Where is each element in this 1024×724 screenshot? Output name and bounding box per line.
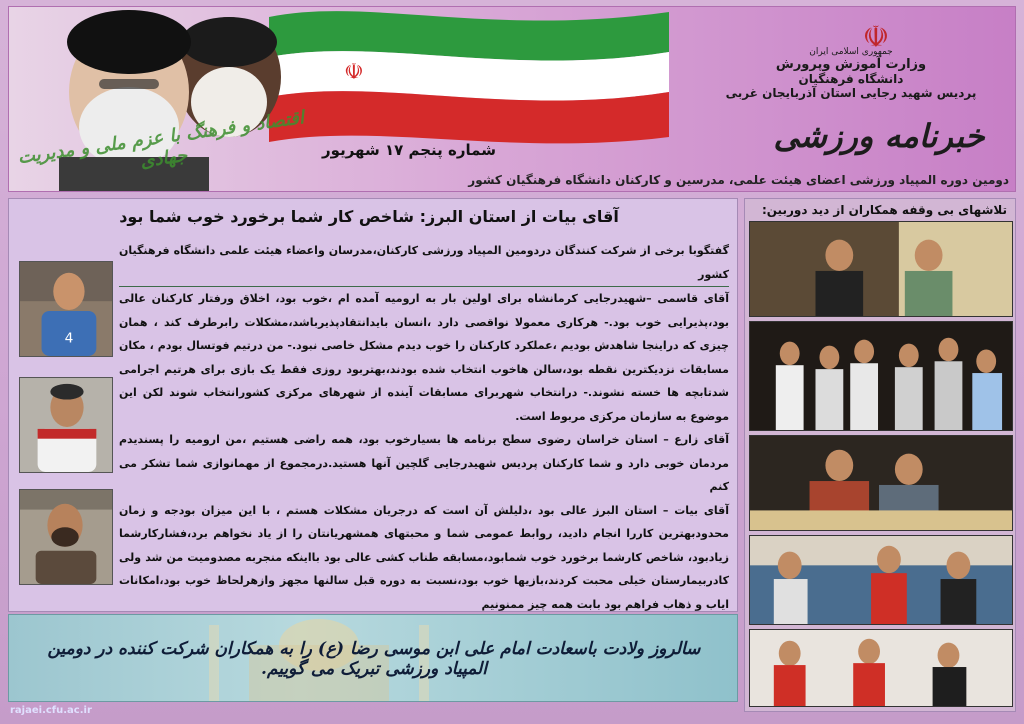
photo-gallery	[744, 198, 1016, 712]
header-subtitle: دومین دوره المپیاد ورزشی اعضای هیئت علمی، مدرسین و کارکنان دانشگاه فرهنگیان کشور	[468, 173, 1009, 187]
gallery-photo-5	[749, 629, 1013, 707]
iran-flag-graphic	[249, 7, 669, 147]
header-institution	[701, 47, 1001, 100]
interviewee-photo-2	[19, 377, 113, 473]
issue-label: شماره پنجم ۱۷ شهریور	[322, 141, 496, 159]
interviewee-photo-3	[19, 489, 113, 585]
republic-label: جمهوری اسلامی ایران	[809, 47, 893, 57]
newsletter-title: خبرنامه ورزشی	[773, 117, 985, 155]
article-body	[119, 239, 729, 616]
ministry-label: وزارت آموزش وپرورش	[775, 57, 927, 72]
gallery-photo-3	[749, 435, 1013, 531]
article-title: آقای بیات از استان البرز: شاخص کار شما برخورد خوب شما بود	[119, 207, 619, 226]
article-intro: گفتگوبا برخی از شرکت کنندگان دردومین المپیاد ورزشی کارکنان،مدرسان واعضاء هیئت علمی دانشگاه فرهنگیان کشور	[119, 239, 729, 287]
article-paragraph: آقای زارع – استان خراسان رضوی سطح برنامه ها بسیارخوب بود، همه راضی هستیم ،من ارومیه را پسندیدم مردمان خوبی دارد و شما کارکنان پردیس شهیدرجایی گلچین آنها هستید.درمجموع از مهمانوازی شما تشکر می کنم	[119, 433, 729, 493]
university-label: دانشگاه فرهنگیان	[798, 72, 904, 86]
article-paragraph: آقای قاسمی –شهیدرجایی کرمانشاه برای اولین بار به ارومیه آمده ام ،خوب بود، اخلاق ورفتار کارکنان عالی بود،پذیرایی خوب بود.- هرکاری معمولا نواقصی دارد ،انسان بایدانتقادپذیرباشد،مشکلات رابرطرف کند ، همان چیزی که دراینجا شاهدش بودیم ،عملکرد کارکنان را خوب دیدم مشکل خاصی نبود.- من درتیم فوتسال بودم ، مکان مسابقات نزدیکترین نقطه بود،سالن هاخوب انتخاب شده بودند،بهتربود روزی فقط یک بازی برای هرتیم اجرامی شدتابچه ها خسته نشوند.- درانتخاب شهربرای مسابقات آینده از شهرهای مرکزی کشورانتخاب شوند لکن این موضوع به سازمان مرکزی مربوط است.	[119, 292, 729, 423]
svg-text:4: 4	[64, 330, 74, 347]
banner-congratulation: سالروز ولادت باسعادت امام علی ابن موسی رضا (ع) را به همکاران شرکت کننده در دومین المپیاد ورزشی تبریک می گوییم.	[47, 639, 701, 679]
gallery-photo-4	[749, 535, 1013, 625]
bottom-banner	[8, 614, 738, 702]
svg-text:☫: ☫	[344, 60, 364, 85]
header-banner	[8, 6, 1016, 192]
website-link[interactable]: rajaei.cfu.ac.ir	[10, 705, 92, 716]
main-article	[8, 198, 738, 612]
svg-text:☫: ☫	[862, 20, 890, 53]
gallery-title: تلاشهای بی وقفه همکاران از دید دوربین:	[761, 203, 1007, 217]
gallery-photo-1	[749, 221, 1013, 317]
interviewee-photo-1	[19, 261, 113, 357]
article-paragraph: آقای بیات – استان البرز عالی بود ،دلیلش آن است که درجریان مشکلات هستم ، با این میزان بودجه و زمان محدودبهترین کاررا انجام دادید، روابط عمومی شما و محبتهای همشهریانتان را از یاد نخواهم برد،فشارکارشما زیادبود، شاخص کارشما برخورد خوب شمابود،مسابقه طناب کشی عالی بود بااینکه منجربه مصدومیت من شد ولی کادربیمارستان خیلی محبت کردند،بازیها خوب بود،نسبت به دوره قبل سالنها مجهز وازهرلحاظ خوب بود،امکانات ایاب و ذهاب فراهم بود بابت همه چیز ممنونیم	[119, 503, 729, 611]
campus-label: پردیس شهید رجایی استان آذربایجان غربی	[725, 86, 977, 100]
gallery-photo-2	[749, 321, 1013, 431]
header-calligraphy: اقتصاد و فرهنگ با عزم ملی و مدیریت جهادی	[16, 107, 306, 173]
